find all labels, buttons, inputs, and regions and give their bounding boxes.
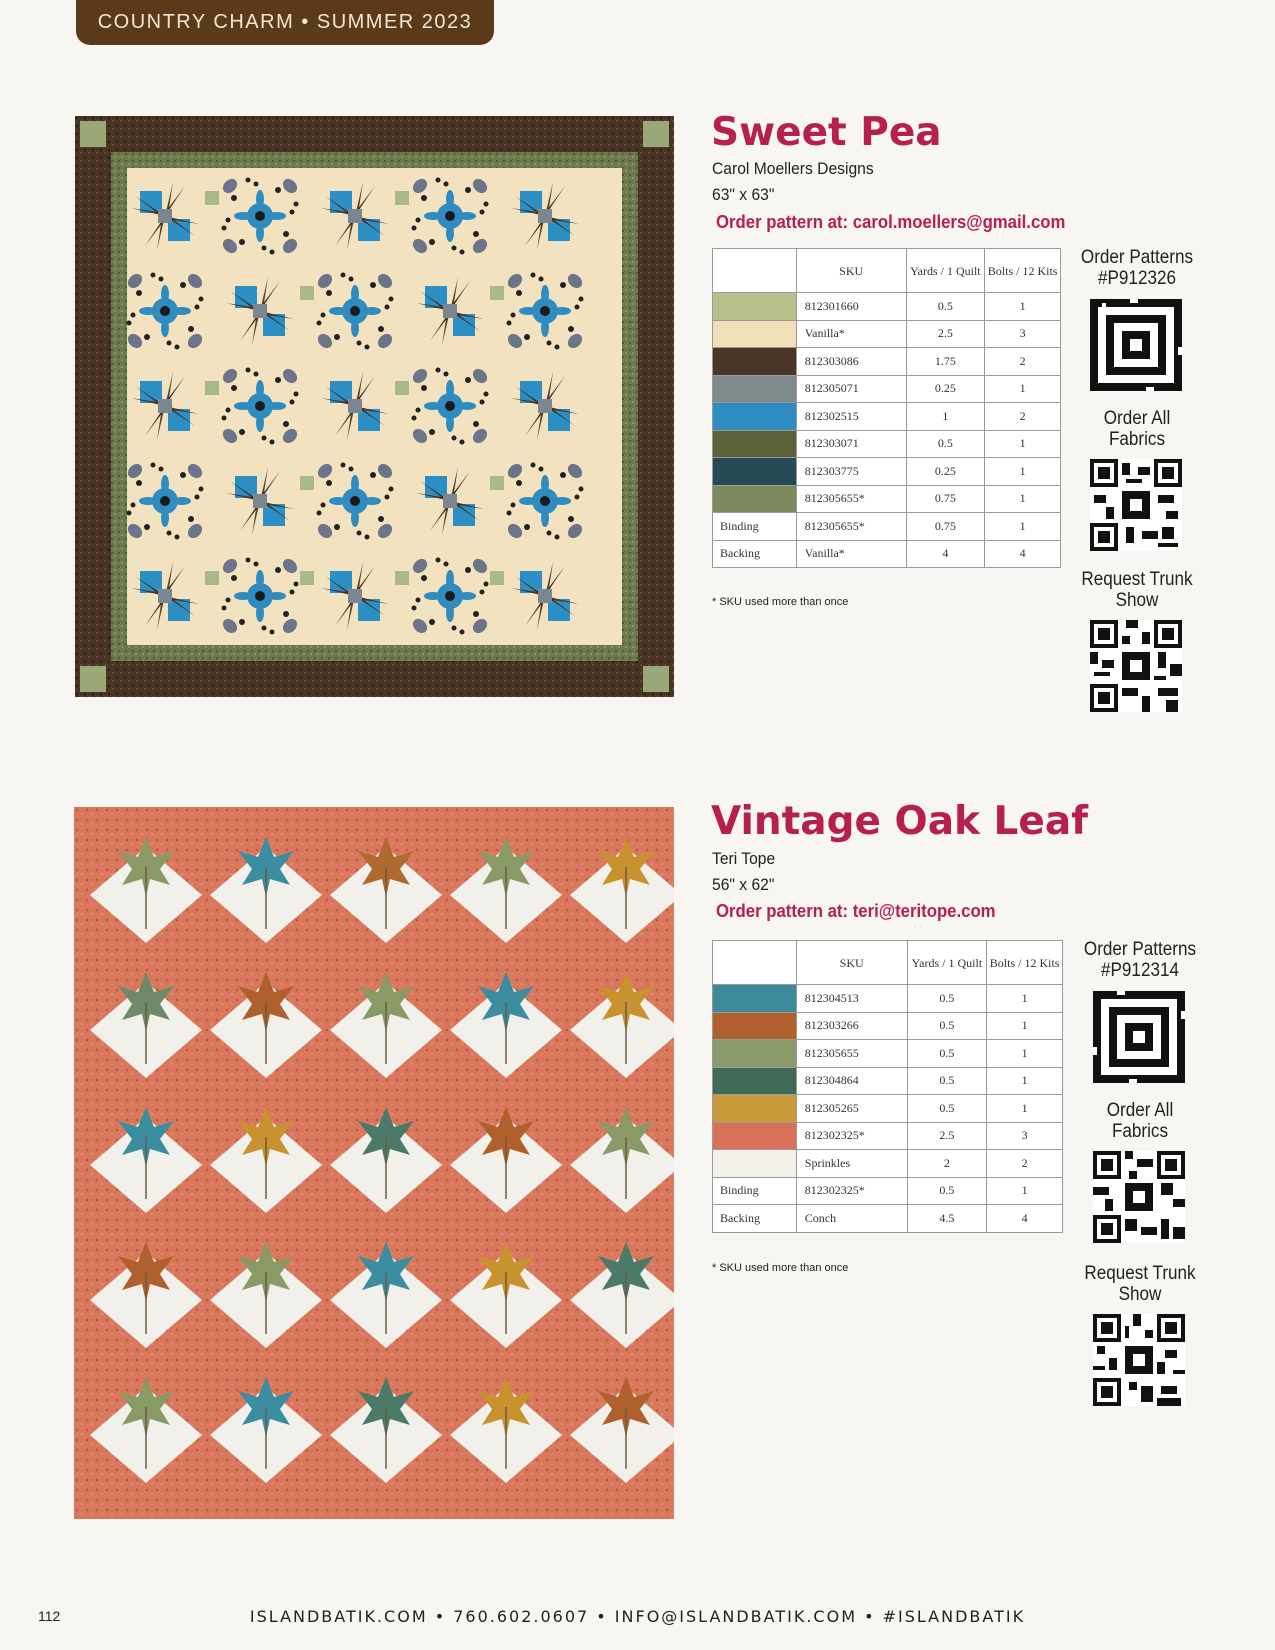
bolts-header: Bolts / 12 Kits: [985, 249, 1061, 293]
fabric-row: [713, 1040, 1063, 1068]
sku-cell: 812303775: [796, 458, 906, 486]
fabric-swatch: [713, 293, 797, 321]
sku-cell: Conch: [796, 1205, 907, 1233]
fabric-swatch: [713, 1150, 797, 1178]
fabric-swatch: [713, 485, 797, 513]
yards-cell: 4: [906, 540, 985, 568]
quilt2-fabric-rows: [713, 985, 1063, 1233]
swatch-header: [713, 249, 797, 293]
quilt2-trunk-show-qr-code[interactable]: [1093, 1314, 1185, 1406]
fabric-row: [713, 1177, 1063, 1205]
sku-cell: 812302515: [796, 403, 906, 431]
fabric-row: [713, 1012, 1063, 1040]
sku-cell: Sprinkles: [796, 1150, 907, 1178]
quilt2-title: Vintage Oak Leaf: [711, 799, 1089, 844]
quilt1-order-patterns-label: Order Patterns #P912326: [1080, 247, 1194, 289]
fabric-row: [713, 403, 1061, 431]
quilt2-fabric-table: [712, 940, 1063, 1233]
yards-cell: 0.5: [907, 1040, 987, 1068]
sku-header: SKU: [796, 941, 907, 985]
fabric-swatch: [713, 375, 797, 403]
fabric-row: [713, 985, 1063, 1013]
page-number: 112: [38, 1608, 61, 1624]
fabric-row: [713, 1205, 1063, 1233]
sku-cell: 812305655: [796, 1040, 907, 1068]
bolts-cell: 1: [985, 293, 1061, 321]
header-label: COUNTRY CHARM • SUMMER 2023: [97, 11, 473, 33]
bolts-cell: 1: [985, 430, 1061, 458]
magazine-header-tab: [76, 0, 494, 45]
sku-cell: Vanilla*: [796, 540, 906, 568]
fabric-row: [713, 540, 1061, 568]
quilt1-trunk-show-qr-code[interactable]: [1090, 620, 1182, 712]
sku-cell: 812304513: [796, 985, 907, 1013]
yards-cell: 0.25: [906, 458, 985, 486]
quilt2-designer: Teri Tope: [712, 849, 776, 868]
quilt2-footnote: * SKU used more than once: [712, 1262, 849, 1274]
yards-header: Yards / 1 Quilt: [906, 249, 985, 293]
yards-cell: 4.5: [907, 1205, 987, 1233]
bolts-cell: 3: [985, 320, 1061, 348]
bolts-cell: 1: [987, 1067, 1063, 1095]
quilt1-designer: Carol Moellers Designs: [712, 159, 874, 178]
fabric-row: [713, 485, 1061, 513]
bolts-cell: 1: [987, 985, 1063, 1013]
fabric-row: [713, 375, 1061, 403]
bolts-cell: 1: [985, 458, 1061, 486]
quilt2-trunk-show-label: Request Trunk Show: [1084, 1263, 1196, 1305]
swatch-header: [713, 941, 797, 985]
bolts-cell: 1: [987, 1095, 1063, 1123]
yards-cell: 2: [907, 1150, 987, 1178]
fabric-swatch: [713, 1012, 797, 1040]
bolts-header: Bolts / 12 Kits: [987, 941, 1063, 985]
bolts-cell: 1: [985, 485, 1061, 513]
bolts-cell: 4: [987, 1205, 1063, 1233]
bolts-cell: 1: [987, 1177, 1063, 1205]
sku-cell: Vanilla*: [796, 320, 906, 348]
fabric-row: [713, 513, 1061, 541]
sku-cell: 812303071: [796, 430, 906, 458]
fabric-row: [713, 430, 1061, 458]
bolts-cell: 4: [985, 540, 1061, 568]
bolts-cell: 2: [985, 348, 1061, 376]
bolts-cell: 3: [987, 1122, 1063, 1150]
fabric-row: [713, 320, 1061, 348]
quilt1-order-fabrics-label: Order All Fabrics: [1103, 408, 1171, 450]
row-label: Backing: [713, 540, 797, 568]
fabric-row: [713, 1122, 1063, 1150]
fabric-swatch: [713, 403, 797, 431]
quilt2-order-link[interactable]: Order pattern at: teri@teritope.com: [716, 901, 996, 921]
sku-cell: 812303266: [796, 1012, 907, 1040]
quilt1-title: Sweet Pea: [711, 110, 942, 155]
sku-cell: 812305655*: [796, 485, 906, 513]
sku-cell: 812303086: [796, 348, 906, 376]
quilt1-trunk-show-label: Request Trunk Show: [1081, 569, 1193, 611]
yards-cell: 2.5: [906, 320, 985, 348]
quilt1-footnote: * SKU used more than once: [712, 596, 849, 608]
fabric-row: [713, 1150, 1063, 1178]
vintage-oak-leaf-quilt-image: [74, 807, 674, 1519]
fabric-row: [713, 348, 1061, 376]
fabric-swatch: [713, 320, 797, 348]
bolts-cell: 1: [987, 1012, 1063, 1040]
fabric-swatch: [713, 458, 797, 486]
bolts-cell: 1: [985, 513, 1061, 541]
sku-cell: 812302325*: [796, 1122, 907, 1150]
yards-cell: 1.75: [906, 348, 985, 376]
sku-header: SKU: [796, 249, 906, 293]
quilt1-fabric-table: [712, 248, 1061, 568]
footer-contact: ISLANDBATIK.COM • 760.602.0607 • INFO@ISLANDBATIK.COM • #ISLANDBATIK: [249, 1607, 1026, 1626]
fabric-swatch: [713, 985, 797, 1013]
sku-cell: 812305655*: [796, 513, 906, 541]
yards-cell: 0.75: [906, 485, 985, 513]
fabric-swatch: [713, 348, 797, 376]
yards-cell: 0.5: [906, 293, 985, 321]
quilt2-order-patterns-label: Order Patterns #P912314: [1083, 939, 1197, 981]
fabric-swatch: [713, 1122, 797, 1150]
quilt2-order-fabrics-qr-code[interactable]: [1093, 1151, 1185, 1243]
fabric-swatch: [713, 1040, 797, 1068]
quilt2-order-patterns-qr-code[interactable]: [1093, 991, 1185, 1083]
yards-cell: 1: [906, 403, 985, 431]
quilt2-order-fabrics-label: Order All Fabrics: [1106, 1100, 1174, 1142]
sku-cell: 812301660: [796, 293, 906, 321]
bolts-cell: 1: [987, 1040, 1063, 1068]
fabric-row: [713, 458, 1061, 486]
bolts-cell: 1: [985, 375, 1061, 403]
sku-cell: 812302325*: [796, 1177, 907, 1205]
quilt1-order-link[interactable]: Order pattern at: carol.moellers@gmail.com: [716, 212, 1066, 232]
bolts-cell: 2: [985, 403, 1061, 431]
quilt1-order-fabrics-qr-code[interactable]: [1090, 459, 1182, 551]
fabric-row: [713, 293, 1061, 321]
quilt2-size: 56" x 62": [712, 875, 775, 894]
yards-cell: 0.5: [907, 1012, 987, 1040]
yards-cell: 0.5: [907, 985, 987, 1013]
quilt1-order-patterns-qr-code[interactable]: [1090, 299, 1182, 391]
sku-cell: 812305265: [796, 1095, 907, 1123]
yards-cell: 0.5: [907, 1177, 987, 1205]
yards-cell: 0.5: [907, 1067, 987, 1095]
fabric-swatch: [713, 430, 797, 458]
fabric-swatch: [713, 1095, 797, 1123]
sweet-pea-quilt-image: [75, 116, 674, 697]
sku-cell: 812305071: [796, 375, 906, 403]
yards-cell: 0.5: [906, 430, 985, 458]
fabric-row: [713, 1095, 1063, 1123]
row-label: Binding: [713, 1177, 797, 1205]
fabric-swatch: [713, 1067, 797, 1095]
yards-cell: 0.25: [906, 375, 985, 403]
row-label: Backing: [713, 1205, 797, 1233]
quilt1-fabric-rows: [713, 293, 1061, 568]
bolts-cell: 2: [987, 1150, 1063, 1178]
row-label: Binding: [713, 513, 797, 541]
yards-cell: 0.5: [907, 1095, 987, 1123]
quilt1-size: 63" x 63": [712, 185, 775, 204]
fabric-row: [713, 1067, 1063, 1095]
yards-header: Yards / 1 Quilt: [907, 941, 987, 985]
sku-cell: 812304864: [796, 1067, 907, 1095]
yards-cell: 2.5: [907, 1122, 987, 1150]
yards-cell: 0.75: [906, 513, 985, 541]
